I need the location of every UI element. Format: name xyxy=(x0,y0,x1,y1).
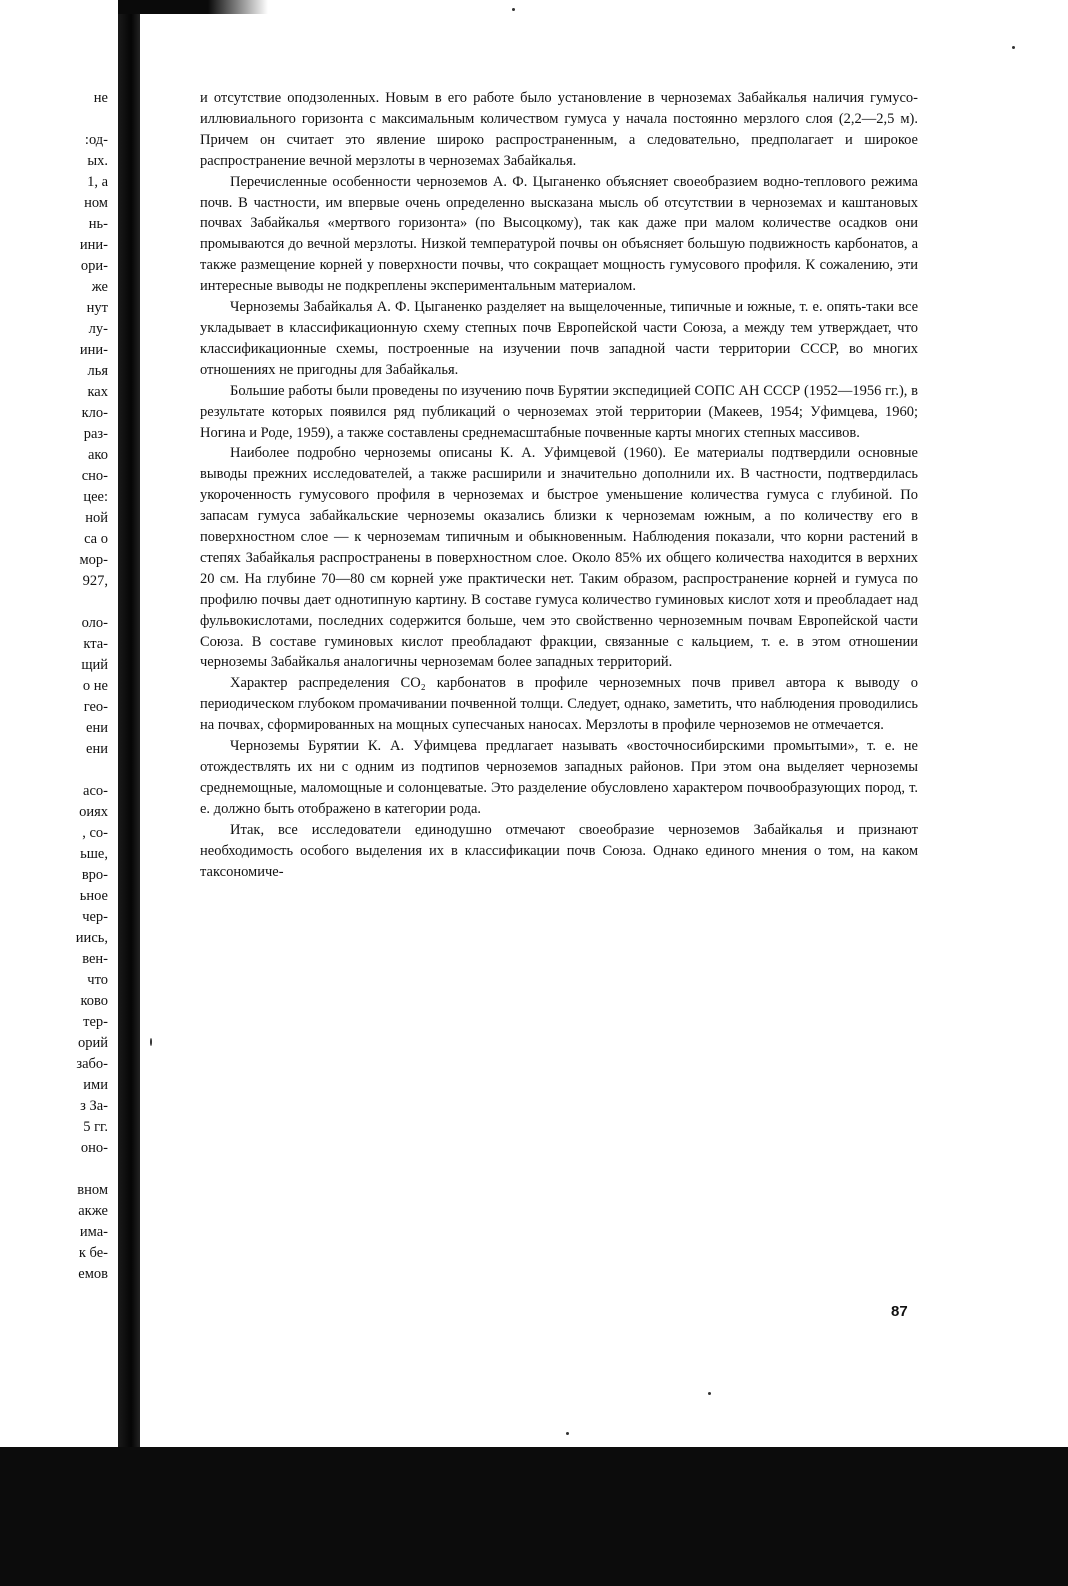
scan-bottom-shadow xyxy=(0,1447,1068,1586)
margin-fragment: з За- xyxy=(80,1098,108,1114)
margin-fragment: оло- xyxy=(81,615,108,631)
spine-top-shadow xyxy=(118,0,268,14)
margin-fragment: вро- xyxy=(81,867,108,883)
paragraph: Перечисленные особенности черноземов А. Ф. Цыганенко объясняет своеобразием водно-теплового режима почв. В частности, им впервые очень определенно высказана мысль об отсутствии в черноземах и каштановых почвах Забайкалья «мертвого горизонта» (по Высоцкому), так как даже при малом количестве осадков они промываются до вечной мерзлоты. Низкой температурой почвы он объясняет большую подвижность карбонатов, а также размещение корней у поверхности почвы, что сокращает мощность гумусового профиля. К сожалению, эти интересные выводы не подкреплены экспериментальным материалом. xyxy=(200,173,918,295)
paragraph: Черноземы Забайкалья А. Ф. Цыганенко разделяет на выщелоченные, типичные и южные, т. е. опять-таки все укладывает в классификационную схему степных почв Европейской части Союза, а между тем утверждает, что классификационные схемы, построенные на изучении почв западной части территории СССР, во многих отношениях не пригодны для Забайкалья. xyxy=(200,299,918,378)
margin-fragment: что xyxy=(87,972,108,988)
margin-fragment: о не xyxy=(82,678,108,694)
scan-speck xyxy=(1012,46,1015,49)
margin-fragment: 5 гг. xyxy=(83,1119,108,1135)
scan-speck xyxy=(566,1432,569,1435)
margin-fragment: кта- xyxy=(83,636,108,652)
margin-fragment: ени xyxy=(86,720,108,736)
margin-fragment: емов xyxy=(78,1266,108,1282)
margin-fragment: тер- xyxy=(83,1014,108,1030)
margin-fragment: лу- xyxy=(88,321,108,337)
margin-fragment: гео- xyxy=(83,699,108,715)
margin-fragment: ими xyxy=(83,1077,108,1093)
paragraph: Наиболее подробно черноземы описаны К. А. Уфимцевой (1960). Ее материалы подтвердили основные выводы прежних исследователей, а также расширили и значительно дополнили их. В частности, подтвердилась укороченность гумусового профиля в черноземах и быстрое уменьшение количества гумуса с глубиной. По запасам гумуса забайкальские черноземы оказались близки к черноземам южным, а по количеству его в поверхностном слое — к черноземам типичным и обыкновенным. Наблюдения показали, что корни растений в степях Забайкалья распространены в поверхностном слое. Около 85% их общего количества находится в верхних 20 см. На глубине 70—80 см корней уже практически нет. Таким образом, распространение корней и гумуса по профилю почвы дает однотипную картину. В составе гумуса количество гуминовых кислот хотя и преобладает над фульвокислотами, последних содержится больше, чем это свойственно черноземным почвам Европейской части Союза. В составе гуминовых кислот преобладают фракции, связанные с кальцием, т. е. в этом отношении черноземы Забайкалья аналогичны черноземам более западных территорий. xyxy=(200,445,918,671)
page-number: 87 xyxy=(891,1303,908,1320)
margin-fragment: :од- xyxy=(84,132,108,148)
margin-fragment: сно- xyxy=(81,468,108,484)
margin-fragment xyxy=(0,109,116,130)
margin-fragment: иись, xyxy=(75,930,108,946)
margin-fragment: раз- xyxy=(83,426,108,442)
margin-fragment: щий xyxy=(81,657,108,673)
book-spine-shadow xyxy=(118,0,140,1586)
paragraph: и отсутствие оподзоленных. Новым в его работе было установление в черноземах Забайкалья наличия гумусо-иллювиального горизонта с максимальным количеством гумуса у начала постоянно мерзлого слоя (2,2—2,5 м). Причем он считает это явление широко распространенным, а следовательно, предполагает и широкое распространение вечной мерзлоты в черноземах Забайкалья. xyxy=(200,90,918,169)
margin-fragment: цее: xyxy=(83,489,108,505)
margin-fragment xyxy=(0,760,116,781)
margin-fragment: акже xyxy=(78,1203,108,1219)
margin-fragment: ьше, xyxy=(80,846,108,862)
margin-fragment: вен- xyxy=(82,951,108,967)
margin-fragment: ках xyxy=(87,384,108,400)
paragraph: Черноземы Бурятии К. А. Уфимцева предлагает называть «восточносибирскими промытыми», т. е. не отождествлять их ни с одним из подтипов черноземов западных районов. При этом она выделяет черноземы среднемощные, маломощные и солонцеватые. Это разделение обусловлено характером почвообразующих пород, т. е. должно быть отображено в категории рода. xyxy=(200,738,918,817)
margin-fragment: ково xyxy=(80,993,108,1009)
scan-speck xyxy=(708,1392,711,1395)
margin-fragment: к бе- xyxy=(78,1245,108,1261)
scan-speck xyxy=(150,1038,152,1046)
margin-fragment xyxy=(0,592,116,613)
paragraph: Характер распределения CO₂ карбонатов в профиле черноземных почв привел автора к выводу о периодическом глубоком промачивании почвенной толщи. Следует, однако, заметить, что наблюдения проводились на почвах, сформированных на мощных супесчаных наносах. Мерзлоты в профиле черноземов не отмечается. xyxy=(200,675,918,734)
margin-fragment: ини- xyxy=(79,237,108,253)
margin-fragment: ако xyxy=(88,447,108,463)
margin-fragment: 1, а xyxy=(87,174,108,190)
margin-fragment xyxy=(0,1159,116,1180)
paragraph: Большие работы были проведены по изучению почв Бурятии экспедицией СОПС АН СССР (1952—1956 гг.), в результате которых появился ряд публикаций о черноземах этой территории (Макеев, 1954; Уфимцева, 1960; Ногина и Роде, 1959), а также составлены среднемасштабные почвенные карты многих степных массивов. xyxy=(200,382,918,441)
margin-fragment: оно- xyxy=(80,1140,108,1156)
margin-fragment: ьное xyxy=(79,888,108,904)
margin-fragment: забо- xyxy=(76,1056,108,1072)
scan-speck xyxy=(512,8,515,11)
margin-fragment: чер- xyxy=(82,909,108,925)
margin-fragment: ых. xyxy=(87,153,108,169)
page-body xyxy=(200,88,918,882)
adjacent-page-fragments xyxy=(0,88,116,1285)
margin-fragment: не xyxy=(93,90,108,106)
margin-fragment: има- xyxy=(79,1224,108,1240)
margin-fragment: лья xyxy=(87,363,108,379)
margin-fragment: ени xyxy=(86,741,108,757)
margin-fragment: оиях xyxy=(79,804,108,820)
margin-fragment: , со- xyxy=(82,825,108,841)
margin-fragment: ори- xyxy=(80,258,108,274)
margin-fragment: асо- xyxy=(83,783,108,799)
margin-fragment: же xyxy=(91,279,108,295)
margin-fragment: нь- xyxy=(88,216,108,232)
margin-fragment: нут xyxy=(86,300,108,316)
margin-fragment: ини- xyxy=(79,342,108,358)
margin-fragment: вном xyxy=(77,1182,108,1198)
margin-fragment: кло- xyxy=(81,405,108,421)
margin-fragment: орий xyxy=(77,1035,108,1051)
margin-fragment: 927, xyxy=(82,573,108,589)
paragraph: Итак, все исследователи единодушно отмечают своеобразие черноземов Забайкалья и признают необходимость особого выделения их в классификации почв Союза. Однако единого мнения о том, на каком таксономиче- xyxy=(200,821,918,880)
margin-fragment: ном xyxy=(84,195,108,211)
margin-fragment: ной xyxy=(85,510,108,526)
margin-fragment: са о xyxy=(84,531,108,547)
margin-fragment: мор- xyxy=(79,552,108,568)
